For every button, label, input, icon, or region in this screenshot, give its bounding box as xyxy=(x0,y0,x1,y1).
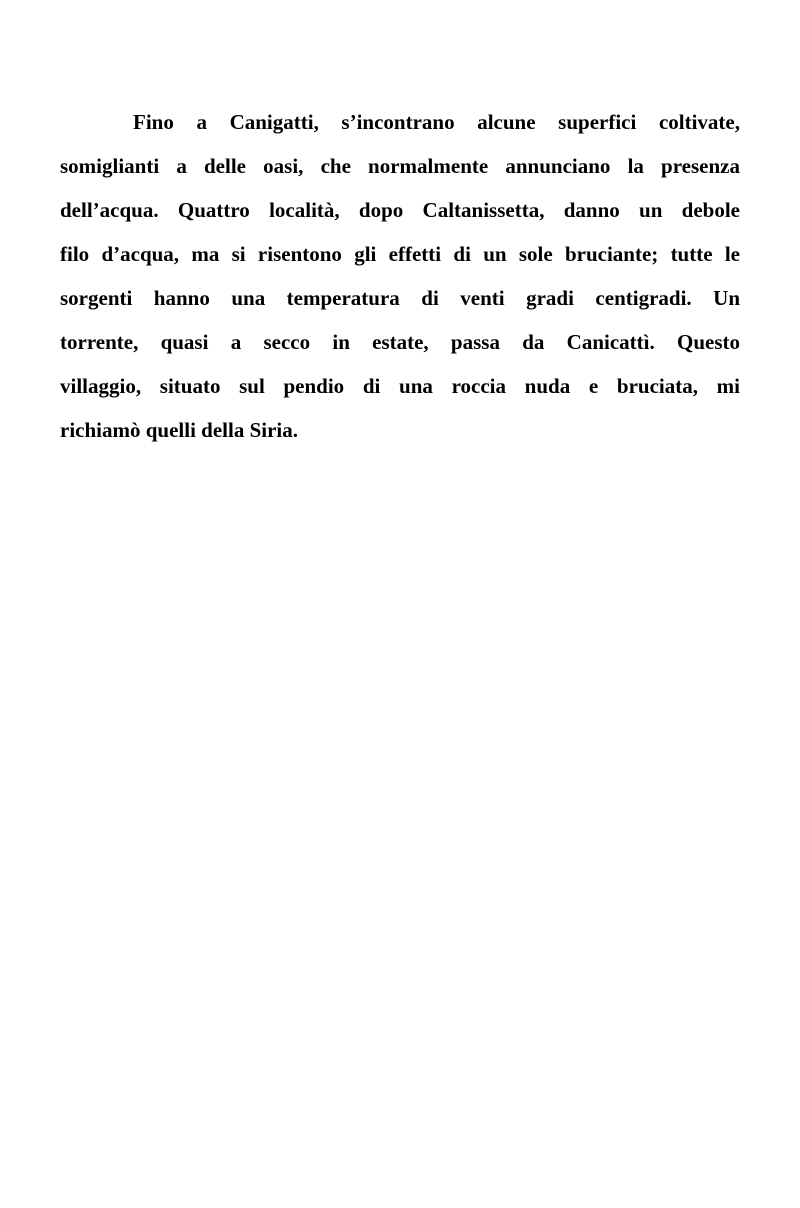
paragraph-line-6: torrente, quasi a secco in estate, passa da Canicattì. Questo xyxy=(60,330,740,354)
paragraph-line-2: somiglianti a delle oasi, che normalmente annunciano la presenza xyxy=(60,154,740,178)
paragraph-line-7: villaggio, situato sul pendio di una roccia nuda e bruciata, mi xyxy=(60,374,740,398)
paragraph-line-1: Fino a Canigatti, s’incontrano alcune superfici coltivate, xyxy=(133,110,740,134)
paragraph-line-8: richiamò quelli della Siria. xyxy=(60,418,299,442)
body-paragraph xyxy=(60,104,740,456)
paragraph-line-3: dell’acqua. Quattro località, dopo Caltanissetta, danno un debole xyxy=(60,198,740,222)
paragraph-line-4: filo d’acqua, ma si risentono gli effetti di un sole bruciante; tutte le xyxy=(60,242,740,266)
paragraph-line-5: sorgenti hanno una temperatura di venti gradi centigradi. Un xyxy=(60,286,740,310)
